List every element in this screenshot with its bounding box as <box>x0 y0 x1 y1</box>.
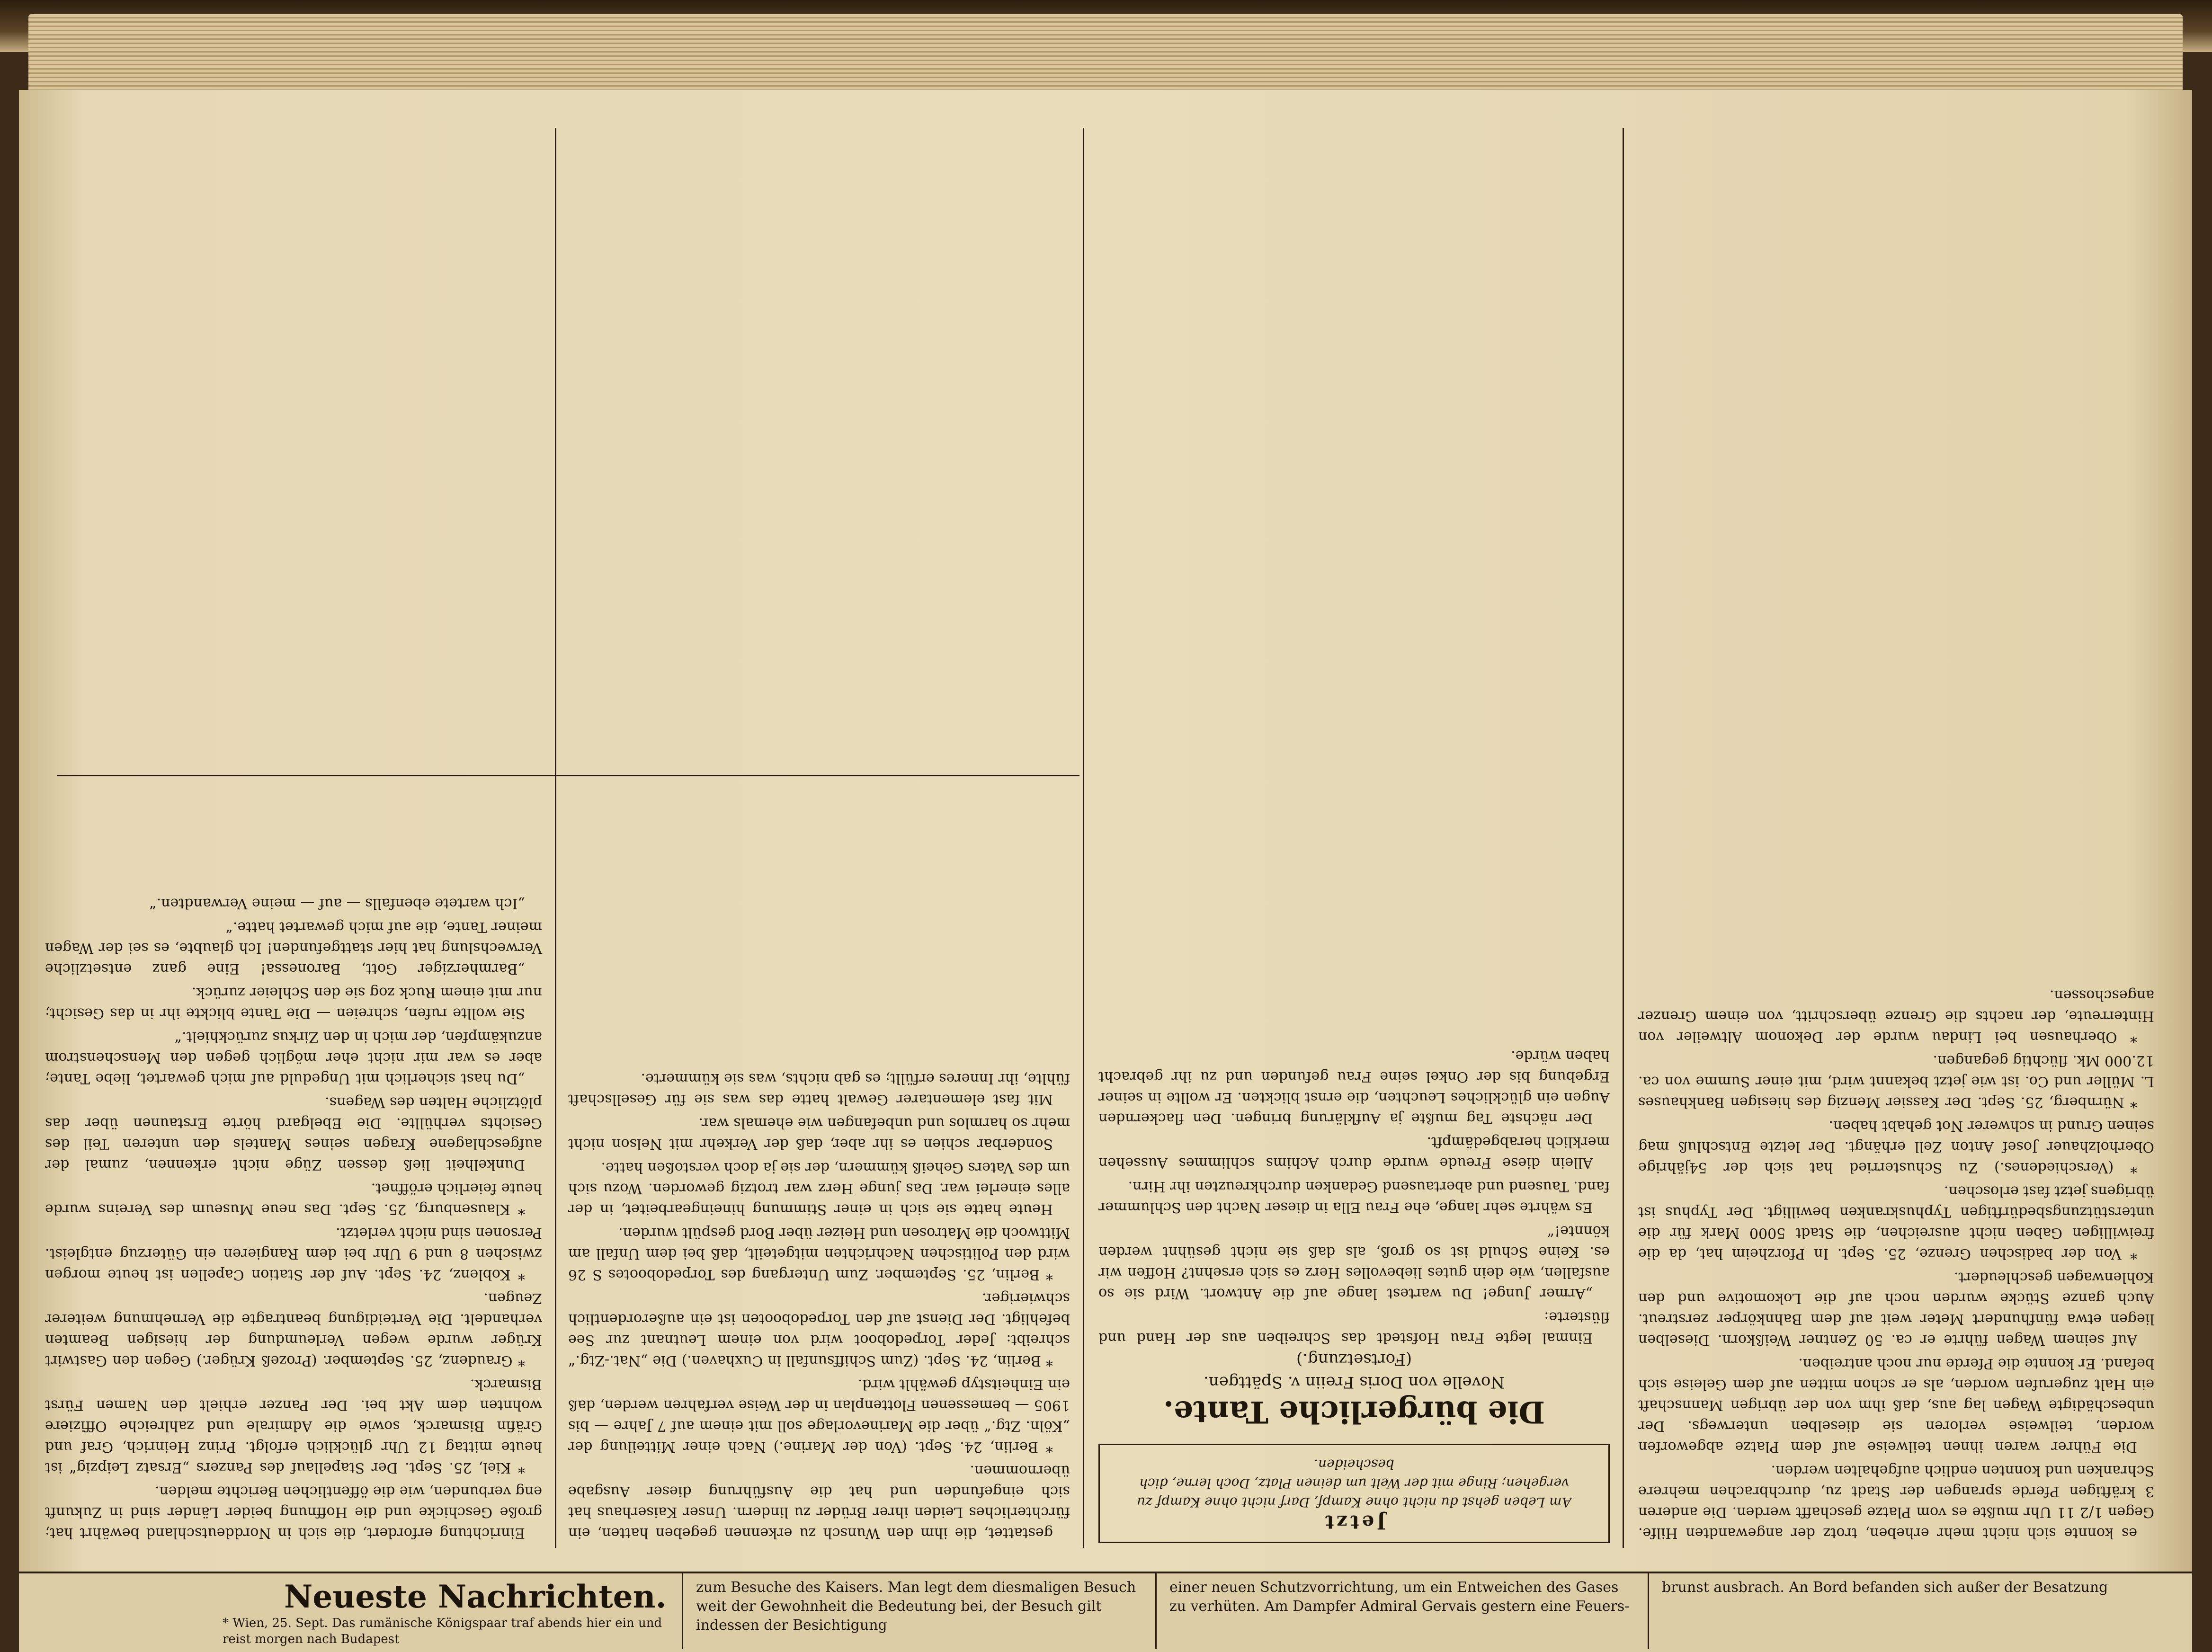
paragraph: Allein diese Freude wurde durch Achims schlimmes Aussehen merklich herabgedämpft. <box>1098 1134 1610 1171</box>
paragraph: * Nürnberg, 25. Sept. Der Kassier Menzig des hiesigen Bankhauses L. Müller und Co. ist wie jetzt bekannt wird, mit einer Summe von ca. 12.000 Mk. flüchtig gegangen. <box>1638 1052 2154 1110</box>
paragraph: „Ich wartete ebenfalls — auf — meine Verwandten.“ <box>149 895 525 912</box>
paragraph: Es währte sehr lange, ehe Frau Ella in dieser Nacht den Schlummer fand. Tausend und abertausend Gedanken durchkreuzten ihr Hirn. <box>1098 1178 1610 1216</box>
news-column-4 <box>45 890 542 1543</box>
paragraph: Dunkelheit ließ dessen Züge nicht erkennen, zumal der aufgeschlagene Kragen seines Mantels den unteren Teil des Gesichts verhüllte. Die Ebelgard hörte Erstaunen über das plötzliche Halten des Wagens. <box>45 1094 542 1173</box>
paragraph: gestattet, die ihm den Wunsch zu erkennen gegeben hatten, ein fürchterliches Leiden ihrer Brüder zu lindern. Unser Kaiserhaus hat sich eingefunden und hat die Ausführung dieser Ausgabe übernommen. <box>568 1462 1070 1541</box>
feuilleton-column <box>1098 1042 1610 1543</box>
paragraph: Einrichtung erfordert, die sich in Norddeutschland bewährt hat; große Geschicke und die Hoffnung beider Länder sind in Zukunft eng verbunden, wie die öffentlichen Berichte melden. <box>45 1483 542 1541</box>
paragraph: es konnte sich nicht mehr erheben, trotz der angewandten Hilfe. Gegen 1/2 11 Uhr mußte es vom Platze geschafft werden. Die anderen 3 kräftigen Pferde sprangen der Stadt zu, durchbrachen mehrere Schranken und konnten endlich aufgehalten werden. <box>1638 1462 2154 1541</box>
paragraph: Die Führer waren ihnen teilweise auf dem Platze abgeworfen worden, teilweise verloren sie dieselben unterwegs. Der unbeschädigte Wagen lag aus, daß ihm von der übrigen Mannschaft ein Halt zugerufen worden, als er schon mitten auf dem Geleise sich befand. Er konnte die Pferde nur noch antreiben. <box>1638 1355 2154 1455</box>
paragraph: * (Verschiedenes.) Zu Schusterried hat sich der 54jährige Oberholzhauer Josef Anton Zell erhängt. Der letzte Entschluß mag seinen Grund in schwerer Not gehabt haben. <box>1638 1118 2154 1176</box>
paragraph: * Berlin, 24. Sept. (Zum Schiffsunfall in Cuxhaven.) Die „Nat.-Ztg.“ schreibt: Jeder Torpedoboot wird von einem Leutnant zur See befehligt. Der Dienst auf den Torpedobooten ist ein außerordentlich schwieriger. <box>568 1290 1070 1369</box>
paragraph: Heute hatte sie sich in einer Stimmung hineingearbeitet, in der alles einerlei war. Das junge Herz war trotzig geworden. Wozu sich um des Vaters Geheiß kümmern, der sie ja doch verstoßen hatte. <box>568 1159 1070 1217</box>
poem-box <box>1098 1444 1610 1543</box>
paragraph: * Koblenz, 24. Sept. Auf der Station Capellen ist heute morgen zwischen 8 und 9 Uhr bei dem Rangieren ein Güterzug entgleist. Personen sind nicht verletzt. <box>45 1225 542 1283</box>
paragraph: „Barmherziger Gott, Baronessa! Eine ganz entsetzliche Verwechslung hat hier stattgefunden! Ich glaubte, es sei der Wagen meiner Tante, die auf mich gewartet hatte.“ <box>45 919 542 977</box>
paragraph: „Armer Junge! Du wartest lange auf die Antwort. Wird sie so ausfallen, wie dein gutes liebevolles Herz es sich ersehnt? Hoffen wir es. Keine Schuld ist so groß, als daß sie nicht gesühnt werden könnte!“ <box>1098 1223 1610 1302</box>
paragraph: Der nächste Tag mußte ja Aufklärung bringen. Den flackernden Augen ein glückliches Leuchten, die ernst blickten. Er wollte in seiner Ergebung bis der Onkel seine Frau gefunden und zu ihr gebracht haben würde. <box>1098 1048 1610 1127</box>
paragraph: Sie wollte rufen, schreien — Die Tante blickte ihr in das Gesicht; nur mit einem Ruck zog sie den Schleier zurück. <box>45 984 542 1021</box>
paragraph: Einmal legte Frau Hofstedt das Schreiben aus der Hand und flüsterte: <box>1098 1309 1610 1346</box>
latest-news-text: * Wien, 25. Sept. Das rumänische Königspaar traf abends hier ein und reist morgen nach Budapest <box>223 1616 662 1646</box>
paragraph: Sonderbar schien es ihr aber, daß der Verkehr mit Nelson nicht mehr so harmlos und unbefangen wie ehemals war. <box>568 1115 1070 1152</box>
paragraph: „Du hast sicherlich mit Ungeduld auf mich gewartet, liebe Tante; aber es war mir nicht eher möglich gegen den Menschenstrom anzukämpfen, der mich in den Zirkus zurückhielt.“ <box>45 1029 542 1087</box>
column-rule <box>555 128 556 1548</box>
paragraph: * Klausenburg, 25. Sept. Das neue Museum des Vereins wurde heute feierlich eröffnet. <box>45 1180 542 1217</box>
paragraph: * Oberhausen bei Lindau wurde der Dekonom Altweiler von Hinterreute, der nachts die Grenze überschritt, von einem Grenzer angeschossen. <box>1638 987 2154 1045</box>
story-author: Novelle von Doris Freiin v. Spättgen. <box>1203 1373 1505 1392</box>
news-column-1 <box>1638 982 2154 1543</box>
column-rule <box>682 1573 683 1649</box>
upside-down-content <box>19 90 2192 1572</box>
latest-news-title: Neueste Nachrichten. <box>284 1578 667 1615</box>
latest-news-strip <box>19 1572 2192 1652</box>
latest-news-text: einer neuen Schutzvorrichtung, um ein Entweichen des Gases zu verhüten. Am Dampfer Admiral Gervais gestern eine Feuers- <box>1169 1579 1630 1615</box>
paragraph: * Graudenz, 25. September. (Prozeß Krüger.) Gegen den Gastwirt Krüger wurde wegen Verleumdung der hiesigen Beamten verhandelt. Die Verteidigung beantragte die Vernehmung weiterer Zeugen. <box>45 1290 542 1369</box>
column-rule <box>1648 1573 1649 1649</box>
paragraph: * Von der badischen Grenze, 25. Sept. In Pforzheim hat, da die freiwilligen Gaben nicht ausreichen, die Stadt 5000 Mark für die unterstützungsbedürftigen Typhuskranken bewilligt. Der Typhus ist übrigens jetzt fast erloschen. <box>1638 1183 2154 1262</box>
column-rule <box>1083 128 1084 1548</box>
story-title: Die bürgerliche Tante. <box>1163 1394 1545 1430</box>
story-continued: (Fortsetzung.) <box>1296 1350 1412 1369</box>
news-column-3 <box>568 1065 1070 1543</box>
paragraph: Auf seinem Wagen führte er ca. 50 Zentner Weißkorn. Dieselben liegen etwa fünfhundert Meter weit auf dem Bahnkörper zerstreut. Auch ganze Stücke wurden noch auf die Lokomotive und den Kohlenwagen geschleudert. <box>1638 1269 2154 1348</box>
latest-news-text: zum Besuche des Kaisers. Man legt dem diesmaligen Besuch weit der Gewohnheit die Bedeutung bei, der Besuch gilt indessen der Besichtigung <box>696 1579 1136 1634</box>
column-rule <box>1155 1573 1157 1649</box>
paragraph: * Kiel, 25. Sept. Der Stapellauf des Panzers „Ersatz Leipzig“ ist heute mittag 12 Uhr glücklich erfolgt. Prinz Heinrich, Graf und Gräfin Bismarck, sowie die Admirale und zahlreiche Offiziere wohnten dem Akt bei. Der Panzer erhielt den Namen Fürst Bismarck. <box>45 1376 542 1476</box>
poem-title: Jetzt <box>1322 1511 1386 1533</box>
column-divider <box>57 775 1079 776</box>
poem-text: Am Leben gehst du nicht ohne Kampf, Darf nicht ohne Kampf zu vergehen; Ringe mit der Welt um deinen Platz, Doch lerne, dich bescheiden. <box>1137 1457 1571 1510</box>
newspaper-page <box>19 90 2192 1650</box>
paragraph: Mit fast elementarer Gewalt hatte das was sie für Gesellschaft fühlte, ihr Inneres erfüllt; es gab nichts, was sie kümmerte. <box>568 1070 1070 1108</box>
paragraph: * Berlin, 24. Sept. (Von der Marine.) Nach einer Mitteilung der „Köln. Ztg.“ über die Marinevorlage soll mit einem auf 7 Jahre — bis 1905 — bemessenen Flottenplan in der Weise verfahren werden, daß ein Einheitstyp gewählt wird. <box>568 1376 1070 1455</box>
paragraph: * Berlin, 25. September. Zum Untergang des Torpedobootes S 26 wird den Politischen Nachrichten mitgeteilt, daß bei dem Unfall am Mittwoch die Matrosen und Heizer über Bord gespült wurden. <box>568 1225 1070 1283</box>
latest-news-text: brunst ausbrach. An Bord befanden sich außer der Besatzung <box>1662 1579 2108 1596</box>
column-rule <box>1623 128 1624 1548</box>
